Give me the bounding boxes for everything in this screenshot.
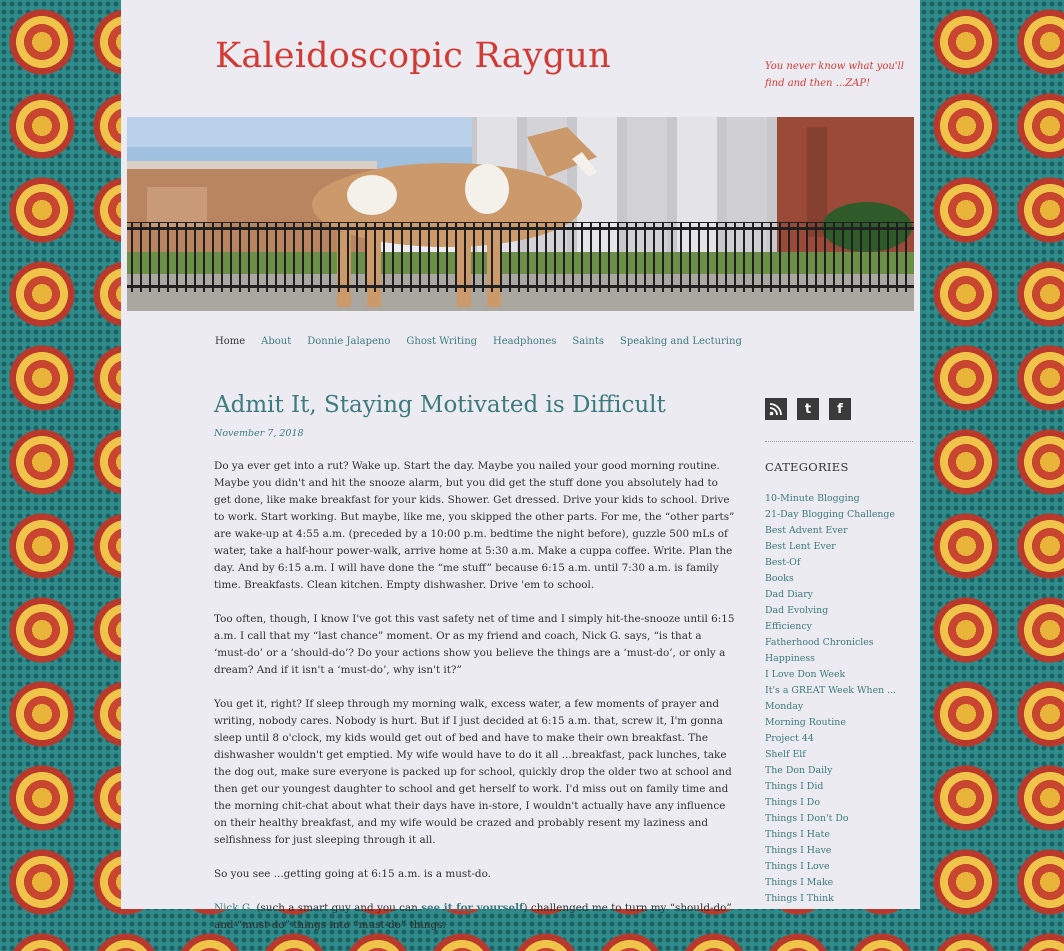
category-link[interactable]: Things I Love — [765, 861, 830, 872]
nav-saints[interactable]: Saints — [572, 336, 605, 347]
category-item — [765, 635, 896, 651]
category-link[interactable]: Fatherhood Chronicles — [765, 637, 874, 648]
category-link[interactable]: Shelf Elf — [765, 749, 806, 760]
nav-home[interactable]: Home — [215, 336, 246, 347]
category-link[interactable]: Best-Of — [765, 557, 801, 568]
nick-g-link[interactable]: Nick G. — [214, 902, 254, 914]
category-link[interactable]: Things I Make — [765, 877, 834, 888]
category-link[interactable]: Best Advent Ever — [765, 525, 848, 536]
category-link[interactable]: Things I Have — [765, 845, 832, 856]
category-item — [765, 795, 896, 811]
site-title[interactable]: Kaleidoscopic Raygun — [215, 36, 611, 76]
categories-list — [765, 491, 896, 907]
post-paragraph: You get it, right? If sleep through my morning walk, excess water, a few moments of prayer and writing, nobody cares. Nobody is hurt. But if I just decided at 6:15 a.m. that, screw it, I'm gonna sleep until 8 o'clock, my kids would get out of bed and have to make their own breakfast. The dishwasher wouldn't get emptied. My wife would have to do it all ...breakfast, pack lunches, take the dog out, make sure everyone is packed up for school, quickly drop the older two at school and then get our youngest daughter to school and get herself to work. I'd miss out on family time and the morning chit-chat about what their days have in-store, I wouldn't actually have any influence on their healthy breakfast, and my wife would be crazed and probably resent my laziness and selfishness for just sleeping through it all. — [214, 698, 732, 846]
nav-headphones[interactable]: Headphones — [493, 336, 557, 347]
category-link[interactable]: Books — [765, 573, 794, 584]
category-item — [765, 651, 896, 667]
rss-icon[interactable] — [765, 398, 787, 420]
post-paragraph: Do ya ever get into a rut? Wake up. Start the day. Maybe you nailed your good morning routine. Maybe you didn't and hit the snooze alarm, but you did get the stuff done you absolutely had to get done, like make breakfast for your kids. Shower. Get dressed. Drive your kids to school. Drive to work. Start working. But maybe, like me, you skipped the other parts. For me, the “other parts” are wake-up at 4:55 a.m. (preceded by a 10:00 p.m. bedtime the night before), guzzle 500 mLs of water, take a half-hour power-walk, arrive home at 5:30 a.m. Make a cuppa coffee. Write. Plan the day. And by 6:15 a.m. I will have done the “me stuff” because 6:15 a.m. until 7:30 a.m. is family time. Breakfasts. Clean kitchen. Empty dishwasher. Drive 'em to school. — [214, 460, 735, 591]
category-item — [765, 843, 896, 859]
site-tagline: You never know what you'll find and then ...ZAP! — [765, 61, 904, 89]
category-link[interactable]: Things I Don't Do — [765, 813, 849, 824]
category-link[interactable]: It's a GREAT Week When ... — [765, 685, 897, 696]
category-item — [765, 827, 896, 843]
category-item — [765, 507, 896, 523]
category-item — [765, 715, 896, 731]
category-link[interactable]: Dad Diary — [765, 589, 813, 600]
category-link[interactable]: 21-Day Blogging Challenge — [765, 509, 895, 520]
see-it-for-yourself-link[interactable]: see it for yourself — [421, 902, 524, 914]
category-item — [765, 555, 896, 571]
category-item — [765, 619, 896, 635]
category-item — [765, 523, 896, 539]
category-item — [765, 779, 896, 795]
social-icons — [765, 398, 851, 420]
category-item — [765, 571, 896, 587]
category-item — [765, 491, 896, 507]
category-link[interactable]: The Don Daily — [765, 765, 833, 776]
category-link[interactable]: Efficiency — [765, 621, 812, 632]
category-item — [765, 891, 896, 907]
category-item — [765, 747, 896, 763]
category-item — [765, 763, 896, 779]
category-link[interactable]: Things I Think — [765, 893, 834, 904]
header-banner-image — [127, 117, 914, 311]
category-item — [765, 587, 896, 603]
category-link[interactable]: Things I Hate — [765, 829, 830, 840]
category-link[interactable]: Things I Did — [765, 781, 824, 792]
post-body — [214, 458, 737, 951]
category-link[interactable]: Monday — [765, 701, 804, 712]
nav-donnie-jalapeno[interactable]: Donnie Jalapeno — [307, 336, 391, 347]
page-container — [121, 0, 920, 931]
nav-ghost-writing[interactable]: Ghost Writing — [406, 336, 478, 347]
category-item — [765, 539, 896, 555]
category-item — [765, 667, 896, 683]
category-item — [765, 683, 896, 699]
category-link[interactable]: Dad Evolving — [765, 605, 829, 616]
post-paragraph: So you see ...getting going at 6:15 a.m. is a must-do. — [214, 868, 491, 880]
category-item — [765, 603, 896, 619]
category-link[interactable]: Happiness — [765, 653, 815, 664]
post-paragraph — [214, 900, 737, 934]
post-paragraph: Too often, though, I know I've got this vast safety net of time and I simply hit-the-snooze until 6:15 a.m. I call that my “last chance” moment. Or as my friend and coach, Nick G. says, “is that a ‘must-do’ or a ‘should-do’? Do your actions show you believe the things are a ‘must-do’, or only a dream? And if it isn't a ‘must-do’, why isn't it?” — [214, 613, 735, 676]
sidebar-divider — [765, 441, 913, 442]
category-link[interactable]: 10-Minute Blogging — [765, 493, 860, 504]
category-item — [765, 811, 896, 827]
post-date: November 7, 2018 — [214, 428, 304, 439]
category-link[interactable]: Morning Routine — [765, 717, 846, 728]
twitter-icon[interactable]: t — [797, 398, 819, 420]
category-item — [765, 731, 896, 747]
category-link[interactable]: I Love Don Week — [765, 669, 846, 680]
post-text: ) challenged me to turn my “should-do” and “must-do” things into “must-do” things. — [214, 902, 732, 931]
facebook-icon[interactable]: f — [829, 398, 851, 420]
category-link[interactable]: Best Lent Ever — [765, 541, 836, 552]
category-item — [765, 875, 896, 891]
post-title[interactable]: Admit It, Staying Motivated is Difficult — [214, 392, 666, 418]
post-text: (such a smart guy and you can — [253, 902, 422, 914]
nav-speaking-and-lecturing[interactable]: Speaking and Lecturing — [620, 336, 742, 347]
category-link[interactable]: Project 44 — [765, 733, 814, 744]
category-item — [765, 859, 896, 875]
category-item — [765, 699, 896, 715]
category-link[interactable]: Things I Do — [765, 797, 820, 808]
nav-about[interactable]: About — [261, 336, 292, 347]
main-nav — [215, 336, 758, 347]
categories-heading: CATEGORIES — [765, 460, 849, 474]
